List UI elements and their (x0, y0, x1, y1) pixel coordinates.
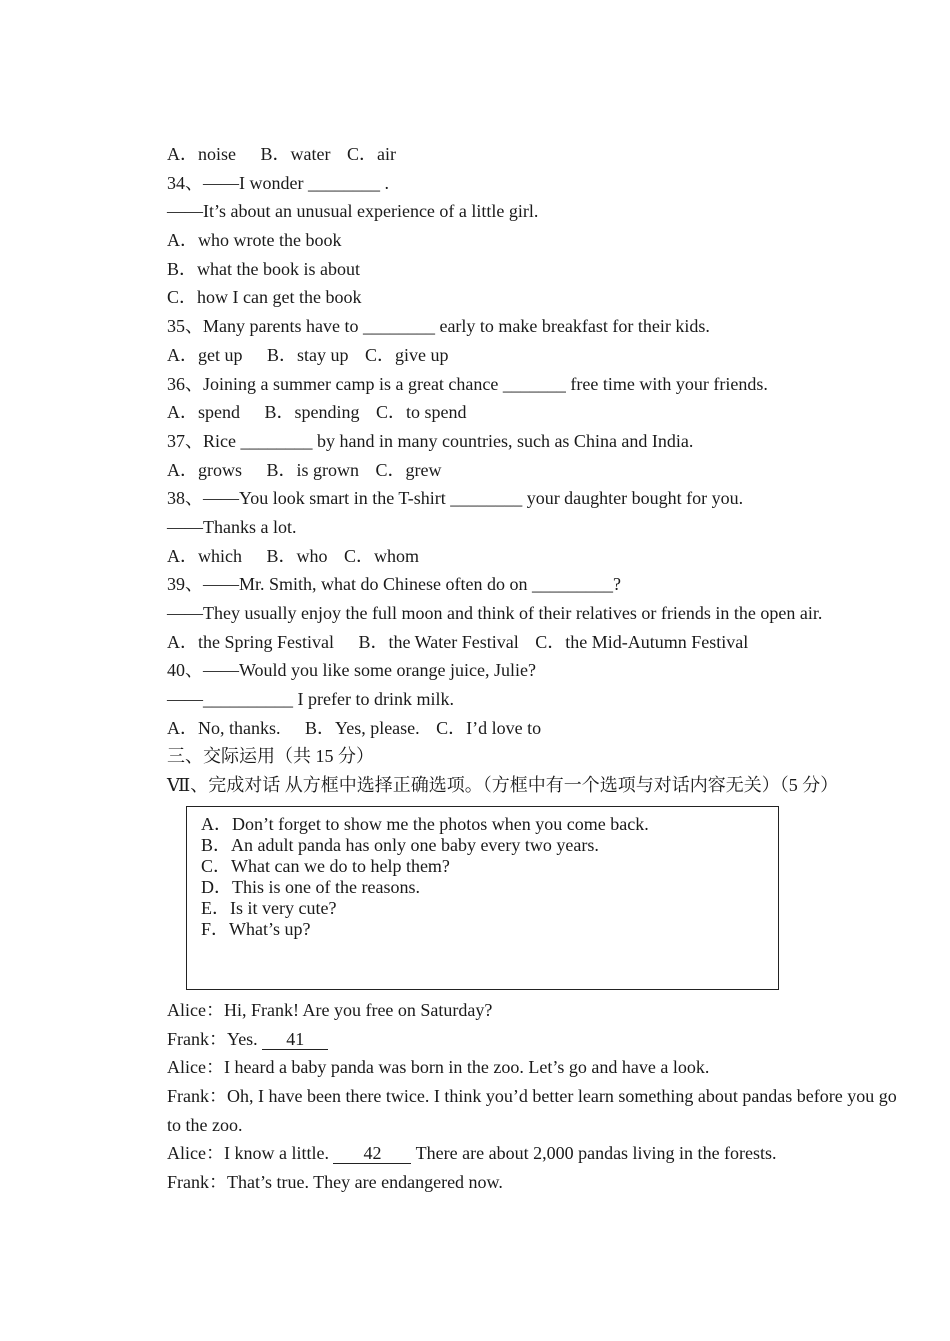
q40-stem: 40、——Would you like some orange juice, Julie? (167, 660, 536, 681)
q38-option-c: C．whom (344, 545, 420, 566)
q36-option-a: A．spend (167, 402, 240, 423)
box-option-f: F．What’s up? (201, 918, 311, 939)
exam-page (167, 140, 912, 1197)
box-option-a: A．Don’t forget to show me the photos when you come back. (201, 813, 649, 834)
q37-option-b: B．is grown (266, 459, 360, 480)
q35-stem: 35、Many parents have to ________ early to make breakfast for their kids. (167, 316, 710, 337)
q37-stem: 37、Rice ________ by hand in many countries, such as China and India. (167, 430, 694, 451)
dialogue-line-2-text: Frank：Yes. (167, 1028, 263, 1049)
q40-option-c: C．I’d love to (436, 717, 542, 738)
q39-options (167, 628, 912, 657)
q34-option-b: B．what the book is about (167, 258, 360, 279)
q39-option-a: A．the Spring Festival (167, 631, 334, 652)
q36-options (167, 398, 912, 427)
dialogue-line-6: Frank：That’s true. They are endangered now. (167, 1171, 503, 1192)
q38-stem: 38、——You look smart in the T-shirt ________ your daughter bought for you. (167, 488, 744, 509)
dialogue-line-5-rest: There are about 2,000 pandas living in the forests. (411, 1143, 777, 1164)
section-3-heading: 三、交际运用（共 15 分） (167, 746, 374, 767)
box-option-d: D．This is one of the reasons. (201, 876, 420, 897)
q37-options (167, 456, 912, 485)
answer-blank-42: 42 (333, 1143, 411, 1164)
q35-options (167, 341, 912, 370)
dialogue-line-2 (167, 1025, 912, 1054)
q38-options (167, 542, 912, 571)
q40-option-a: A．No, thanks. (167, 717, 281, 738)
q39-option-c: C．the Mid-Autumn Festival (535, 631, 749, 652)
q40-option-b: B．Yes, please. (305, 717, 420, 738)
q35-option-a: A．get up (167, 344, 243, 365)
box-option-e: E．Is it very cute? (201, 897, 337, 918)
q34-option-c: C．how I can get the book (167, 287, 362, 308)
q40-reply: ——__________ I prefer to drink milk. (167, 689, 454, 710)
dialogue-line-4: Frank：Oh, I have been there twice. I think you’d better learn something about pandas before you go to the zoo. (167, 1085, 897, 1135)
q39-stem: 39、——Mr. Smith, what do Chinese often do on _________? (167, 574, 621, 595)
q35-option-c: C．give up (365, 344, 449, 365)
q34-reply: ——It’s about an unusual experience of a little girl. (167, 201, 539, 222)
q36-stem: 36、Joining a summer camp is a great chance _______ free time with your friends. (167, 373, 768, 394)
section-7-heading: Ⅶ、完成对话 从方框中选择正确选项。（方框中有一个选项与对话内容无关）（5 分） (167, 775, 839, 796)
q37-option-c: C．grew (375, 459, 442, 480)
q33-options (167, 140, 912, 169)
q38-reply: ——Thanks a lot. (167, 516, 297, 537)
dialogue-line-1: Alice：Hi, Frank! Are you free on Saturday? (167, 999, 493, 1020)
q40-options (167, 714, 912, 743)
q36-option-b: B．spending (264, 402, 360, 423)
answer-blank-41: 41 (262, 1029, 328, 1050)
q35-option-b: B．stay up (267, 344, 349, 365)
dialogue-line-5-text: Alice：I know a little. (167, 1143, 334, 1164)
q33-option-c: C．air (346, 144, 396, 164)
q34-option-a: A．who wrote the book (167, 230, 342, 251)
q33-option-b: B．water (260, 144, 331, 164)
box-option-b: B．An adult panda has only one baby every two years. (201, 834, 599, 855)
q38-option-b: B．who (266, 545, 328, 566)
box-option-c: C．What can we do to help them? (201, 855, 450, 876)
options-box (186, 806, 779, 990)
dialogue-line-5 (167, 1139, 912, 1168)
dialogue-line-3: Alice：I heard a baby panda was born in the zoo. Let’s go and have a look. (167, 1057, 710, 1078)
q39-reply: ——They usually enjoy the full moon and think of their relatives or friends in the open air. (167, 603, 823, 623)
q38-option-a: A．which (167, 545, 242, 566)
q34-stem: 34、——I wonder ________ . (167, 172, 389, 193)
q33-option-a: A．noise (167, 144, 236, 164)
q37-option-a: A．grows (167, 459, 242, 480)
q36-option-c: C．to spend (376, 402, 467, 423)
q39-option-b: B．the Water Festival (358, 631, 519, 652)
